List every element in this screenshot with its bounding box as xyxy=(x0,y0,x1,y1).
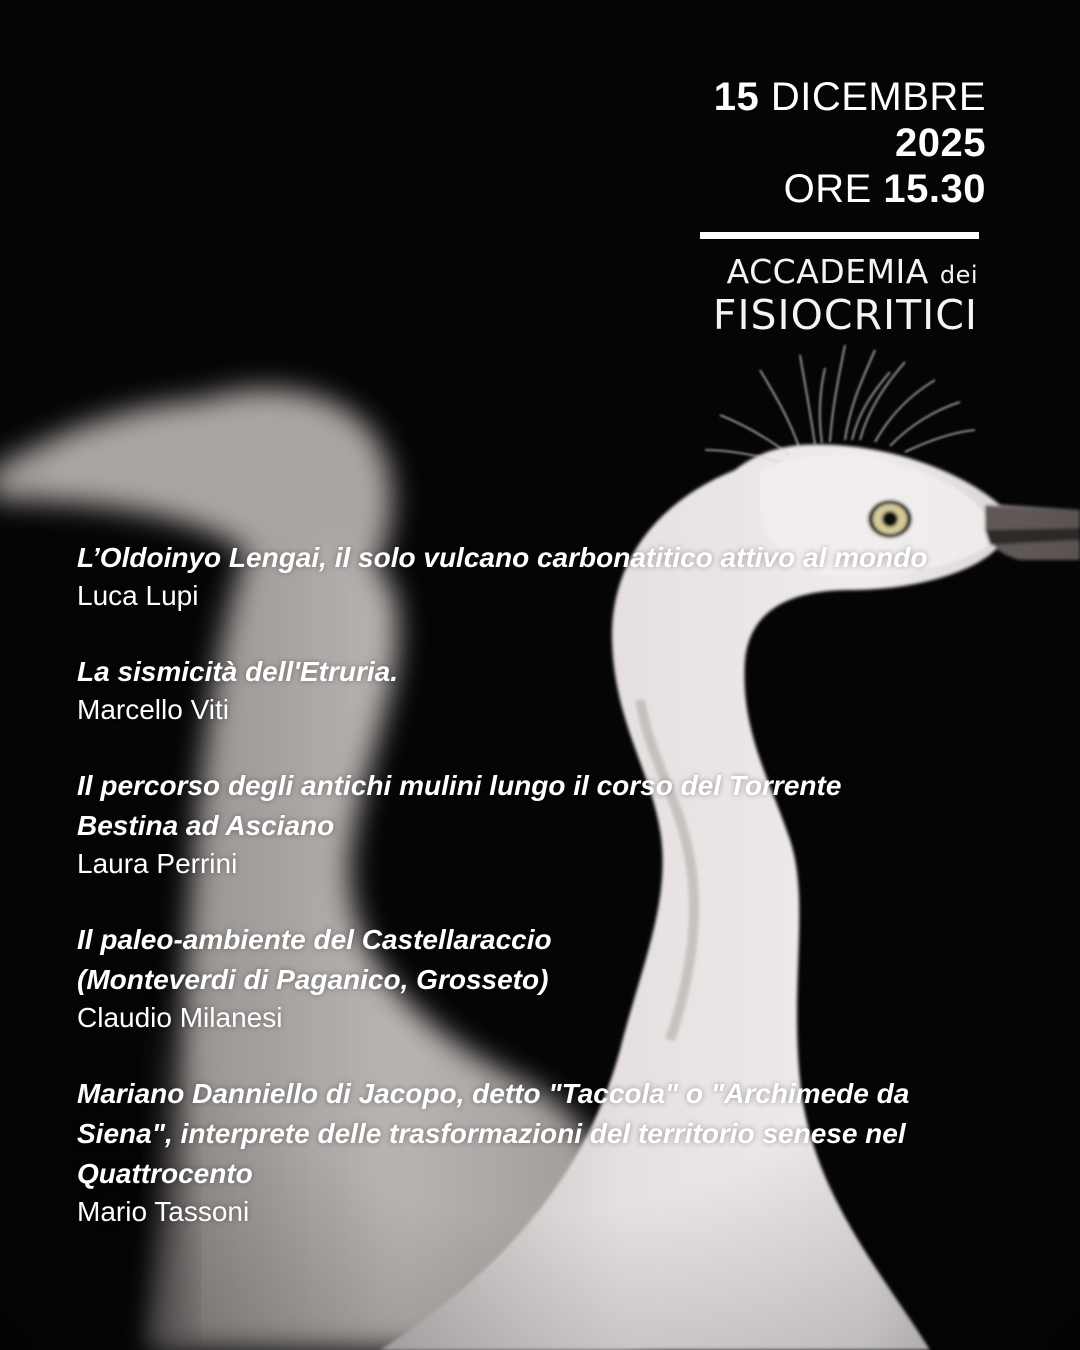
talk-speaker: Claudio Milanesi xyxy=(77,1002,283,1033)
event-day: 15 xyxy=(713,75,760,119)
event-date-block xyxy=(714,74,986,212)
talks-list xyxy=(77,538,1007,1268)
event-year: 2025 xyxy=(895,121,986,165)
divider-rule xyxy=(700,232,979,239)
logo-dei: dei xyxy=(939,261,978,289)
talk-item xyxy=(77,920,637,1036)
talk-title: L’Oldoinyo Lengai, il solo vulcano carbonatitico attivo al mondo xyxy=(77,542,928,573)
event-time xyxy=(714,166,986,212)
logo-line-1 xyxy=(713,253,978,294)
talk-title: Il percorso degli antichi mulini lungo il corso del Torrente Bestina ad Asciano xyxy=(77,770,842,841)
talk-speaker: Laura Perrini xyxy=(77,848,238,879)
talk-title: Mariano Danniello di Jacopo, detto "Taccola" o "Archimede da Siena", interprete delle trasformazioni del territorio senese nel Quattrocento xyxy=(77,1078,910,1189)
event-time-value: 15.30 xyxy=(883,167,986,211)
logo-accademia: ACCADEMIA xyxy=(726,252,929,291)
talk-item xyxy=(77,652,1007,728)
event-date xyxy=(714,74,986,120)
logo-fisiocritici: FISIOCRITICI xyxy=(712,291,978,339)
talk-item xyxy=(77,1074,977,1230)
talk-speaker: Mario Tassoni xyxy=(77,1196,250,1227)
event-month: DICEMBRE xyxy=(770,75,986,119)
event-time-prefix: ORE xyxy=(783,167,872,211)
talk-title: Il paleo-ambiente del Castellaraccio (Monteverdi di Paganico, Grosseto) xyxy=(77,924,552,995)
talk-title: La sismicità dell'Etruria. xyxy=(77,656,399,687)
accademia-logo xyxy=(712,252,978,339)
talk-item xyxy=(77,538,1007,614)
talk-speaker: Luca Lupi xyxy=(77,580,199,611)
talk-item xyxy=(77,766,897,882)
talk-speaker: Marcello Viti xyxy=(77,694,229,725)
